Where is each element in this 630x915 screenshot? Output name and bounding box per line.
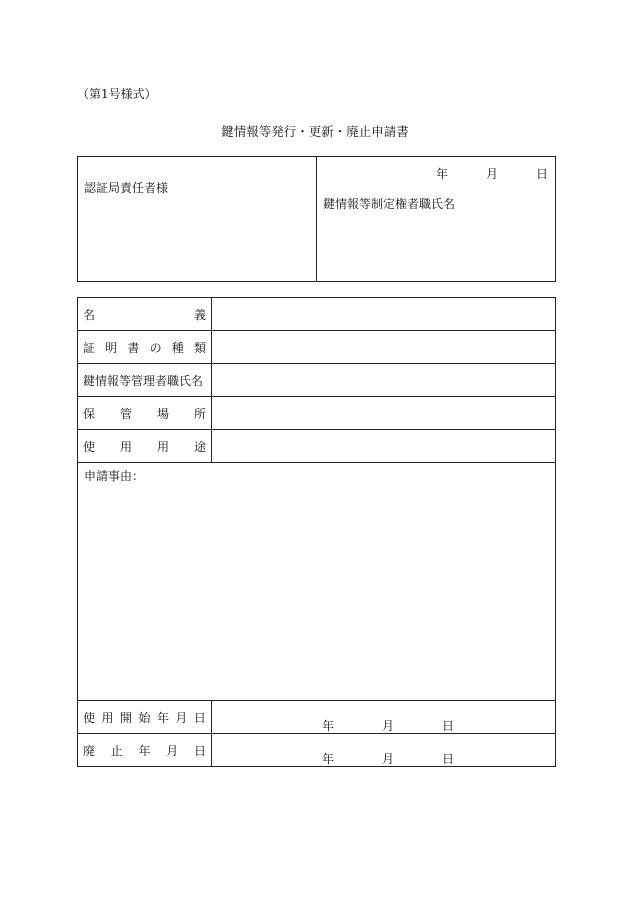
row-name [78, 298, 556, 331]
end-year-unit: 年 [322, 752, 335, 766]
end-day-unit: 日 [442, 752, 455, 766]
date-year-label: 年 [435, 167, 448, 181]
manager-field[interactable] [212, 364, 556, 397]
application-table [77, 297, 556, 767]
name-label: 名 義 [78, 298, 212, 331]
manager-label: 鍵情報等管理者職氏名 [78, 364, 212, 397]
reason-field[interactable] [78, 463, 556, 701]
header-table [77, 156, 556, 282]
storage-label: 保 管 場 所 [78, 397, 212, 430]
date-month-label: 月 [485, 167, 498, 181]
storage-field[interactable] [212, 397, 556, 430]
addressee: 認証局責任者様 [84, 181, 169, 195]
row-end-date [78, 734, 556, 767]
name-field[interactable] [212, 298, 556, 331]
start-year-unit: 年 [322, 719, 335, 733]
row-cert-type [78, 331, 556, 364]
cert-type-label: 証 明 書 の 種 類 [78, 331, 212, 364]
row-storage [78, 397, 556, 430]
application-date [436, 165, 548, 182]
row-start-date [78, 701, 556, 734]
usage-field[interactable] [212, 430, 556, 463]
addressee-cell [78, 157, 317, 282]
usage-label: 使 用 用 途 [78, 430, 212, 463]
start-date-label: 使 用 開 始 年 月 日 [78, 701, 212, 734]
date-day-label: 日 [535, 167, 548, 181]
applicant-label: 鍵情報等制定権者職氏名 [323, 197, 456, 211]
row-manager [78, 364, 556, 397]
row-usage [78, 430, 556, 463]
end-month-unit: 月 [382, 752, 395, 766]
end-date-field[interactable] [212, 734, 556, 767]
row-reason [78, 463, 556, 701]
document-title: 鍵情報等発行・更新・廃止申請書 [221, 124, 409, 139]
form-number: （第1号様式） [77, 87, 157, 101]
start-day-unit: 日 [442, 719, 455, 733]
applicant-cell[interactable] [317, 157, 556, 282]
end-date-label: 廃 止 年 月 日 [78, 734, 212, 767]
start-date-field[interactable] [212, 701, 556, 734]
reason-label: 申請事由： [84, 469, 145, 483]
cert-type-field[interactable] [212, 331, 556, 364]
start-month-unit: 月 [382, 719, 395, 733]
